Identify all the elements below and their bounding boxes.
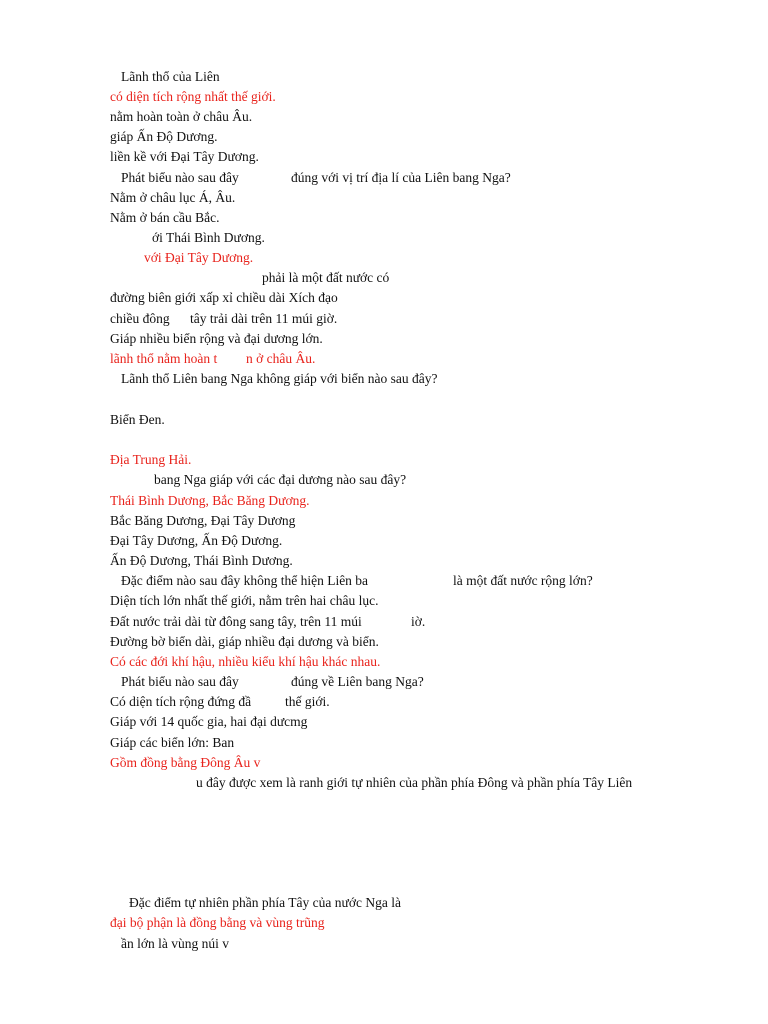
text-line: Ấn Độ Dương, Thái Bình Dương. (110, 553, 293, 568)
text-line: liền kề với Đại Tây Dương. (110, 149, 259, 164)
answer-line: Gồm đồng bằng Đông Âu v (110, 755, 261, 770)
text-line: Phát biểu nào sau đây (121, 170, 239, 185)
answer-line: đại bộ phận là đồng bằng và vùng trũng (110, 915, 325, 930)
text-line: Đặc điểm tự nhiên phần phía Tây của nước Nga là (129, 895, 401, 910)
text-line: tây trải dài trên 11 múi giờ. (190, 311, 338, 326)
text-line: u đây được xem là ranh giới tự nhiên của phần phía Đông và phần phía Tây Liên (196, 775, 633, 790)
text-line: Giáp nhiều biển rộng và đại dương lớn. (110, 331, 323, 346)
text-line: Giáp với 14 quốc gia, hai đại dưcmg (110, 714, 308, 729)
text-line: iờ. (411, 614, 426, 629)
answer-line: Địa Trung Hải. (110, 452, 192, 467)
text-line: chiều đông (110, 311, 170, 326)
text-line: đúng về Liên bang Nga? (291, 674, 424, 689)
text-line: đường biên giới xấp xỉ chiều dài Xích đạo (110, 290, 338, 305)
text-line: bang Nga giáp với các đại dương nào sau đây? (154, 472, 407, 487)
answer-line: lãnh thổ nằm hoàn t (110, 351, 218, 366)
text-line: phải là một đất nước có (262, 270, 390, 285)
text-line: Giáp các biển lớn: Ban (110, 735, 235, 750)
text-line: nằm hoàn toàn ở châu Âu. (110, 109, 253, 124)
text-line: thế giới. (285, 694, 330, 709)
text-line: giáp Ấn Độ Dương. (110, 129, 218, 144)
text-line: ới Thái Bình Dương. (152, 230, 265, 245)
text-line: Lãnh thổ của Liên (121, 69, 220, 84)
answer-line: với Đại Tây Dương. (144, 250, 254, 265)
text-line: Đường bờ biển dài, giáp nhiều đại dương và biển. (110, 634, 379, 649)
text-line: là một đất nước rộng lớn? (453, 573, 593, 588)
text-line: Đất nước trải dài từ đông sang tây, trên 11 múi (110, 614, 362, 629)
answer-line: n ở châu Âu. (246, 351, 316, 366)
answer-line: Có các đới khí hậu, nhiều kiểu khí hậu khác nhau. (110, 654, 381, 669)
text-line: Diện tích lớn nhất thế giới, nằm trên hai châu lục. (110, 593, 379, 608)
answer-line: có diện tích rộng nhất thế giới. (110, 89, 276, 104)
text-line: Bắc Băng Dương, Đại Tây Dương (110, 513, 296, 528)
text-line: ần lớn là vùng núi v (121, 936, 229, 951)
text-line: Nằm ở châu lục Á, Âu. (110, 190, 236, 205)
answer-line: Thái Bình Dương, Bắc Băng Dương. (110, 493, 310, 508)
text-line: Nằm ở bán cầu Bắc. (110, 210, 220, 225)
text-line: Biển Đen. (110, 412, 165, 427)
text-line: Phát biểu nào sau đây (121, 674, 239, 689)
text-line: Lãnh thổ Liên bang Nga không giáp với biển nào sau đây? (121, 371, 438, 386)
text-line: Đại Tây Dương, Ấn Độ Dương. (110, 533, 283, 548)
text-line: Có diện tích rộng đứng đầ (110, 694, 252, 709)
text-line: đúng với vị trí địa lí của Liên bang Nga? (291, 170, 511, 185)
text-line: Đặc điểm nào sau đây không thể hiện Liên ba (121, 573, 369, 588)
